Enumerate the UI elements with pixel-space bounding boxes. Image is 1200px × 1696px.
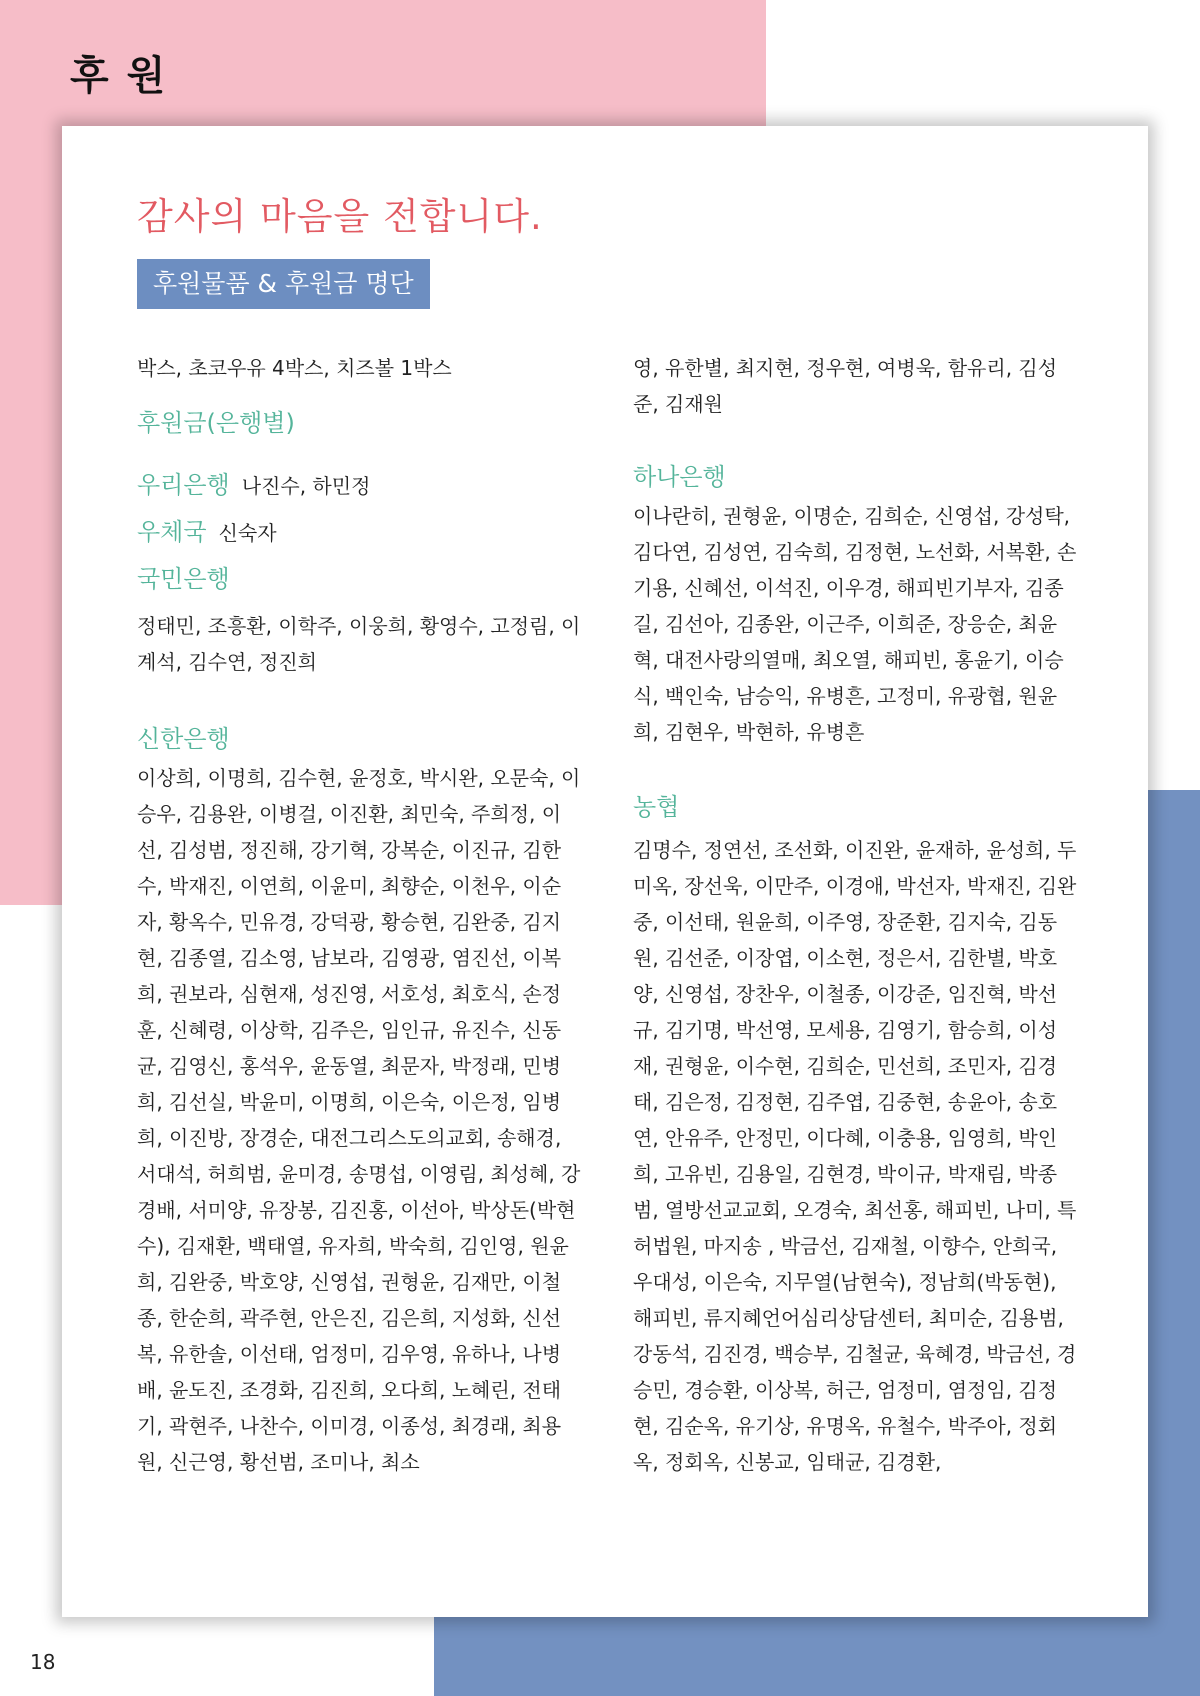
post-office-label: 우체국 [137, 518, 207, 546]
shinhan-bank-title: 신한은행 [137, 725, 230, 753]
intro-text: 박스, 초코우유 4박스, 치즈볼 1박스 [137, 356, 452, 380]
continued-names: 영, 유한별, 최지현, 정우현, 여병욱, 함유리, 김성준, 김재원 [633, 356, 1058, 416]
card-headline: 감사의 마음을 전합니다. [137, 195, 543, 238]
kookmin-bank-names: 정태민, 조흥환, 이학주, 이웅희, 황영수, 고정림, 이계석, 김수연, 정진희 [137, 614, 581, 674]
post-office-row [137, 515, 582, 550]
nh-bank-title: 농협 [633, 793, 680, 821]
hana-bank-title: 하나은행 [633, 463, 726, 491]
left-column [137, 350, 582, 1480]
page-number: 18 [30, 1650, 56, 1674]
donor-list-banner: 후원물품 & 후원금 명단 [137, 259, 430, 309]
woori-bank-label: 우리은행 [137, 471, 230, 499]
post-office-names: 신숙자 [218, 521, 277, 545]
kookmin-bank-title: 국민은행 [137, 565, 230, 593]
hana-bank-names: 이나란히, 권형윤, 이명순, 김희순, 신영섭, 강성탁, 김다연, 김성연, 김숙희, 김정현, 노선화, 서복환, 손기용, 신혜선, 이석진, 이우경, 해피빈기부자, 김종길, 김선아, 김종완, 이근주, 이희준, 장응순, 최윤혁, 대전사랑의열매, 최오열, 해피빈, 홍윤기, 이승식, 백인숙, 남승익, 유병흔, 고정미, 유광협, 원윤희, 김현우, 박현하, 유병흔 [633, 504, 1077, 744]
nh-bank-names: 김명수, 정연선, 조선화, 이진완, 윤재하, 윤성희, 두미옥, 장선욱, 이만주, 이경애, 박선자, 박재진, 김완중, 이선태, 원윤희, 이주영, 장준환, 김지숙, 김동원, 김선준, 이장엽, 이소현, 정은서, 김한별, 박호양, 신영섭, 장찬우, 이철종, 이강준, 임진혁, 박선규, 김기명, 박선영, 모세용, 김영기, 함승희, 이성재, 권형윤, 이수현, 김희순, 민선희, 조민자, 김경태, 김은정, 김정현, 김주엽, 김중현, 송윤아, 송호연, 안유주, 안정민, 이다혜, 이충용, 임영희, 박인희, 고유빈, 김용일, 김현경, 박이규, 박재림, 박종범, 열방선교교회, 오경숙, 최선홍, 해피빈, 나미, 특허법원, 마지송 , 박금선, 김재철, 이향수, 안희국, 우대성, 이은숙, 지무열(남현숙), 정남희(박동현), 해피빈, 류지혜언어심리상담센터, 최미순, 김용범, 강동석, 김진경, 백승부, 김철균, 육혜경, 박금선, 경승민, 경승환, 이상복, 허근, 엄정미, 염정임, 김정현, 김순옥, 유기상, 유명옥, 유철수, 박주아, 정회옥, 정회옥, 신봉교, 임태균, 김경환, [633, 838, 1077, 1474]
donations-by-bank-title: 후원금(은행별) [137, 409, 295, 437]
donor-list-card [62, 126, 1148, 1617]
woori-bank-row [137, 468, 582, 503]
page-heading: 후 원 [70, 53, 168, 99]
woori-bank-names: 나진수, 하민정 [241, 474, 371, 498]
shinhan-bank-names: 이상희, 이명희, 김수현, 윤정호, 박시완, 오문숙, 이승우, 김용완, 이병걸, 이진환, 최민숙, 주희정, 이선, 김성범, 정진해, 강기혁, 강복순, 이진규, 김한수, 박재진, 이연희, 이윤미, 최향순, 이천우, 이순자, 황옥수, 민유경, 강덕광, 황승현, 김완중, 김지현, 김종열, 김소영, 남보라, 김영광, 염진선, 이복희, 권보라, 심현재, 성진영, 서호성, 최호식, 손정훈, 신혜령, 이상학, 김주은, 임인규, 유진수, 신동균, 김영신, 홍석우, 윤동열, 최문자, 박정래, 민병희, 김선실, 박윤미, 이명희, 이은숙, 이은정, 임병희, 이진방, 장경순, 대전그리스도의교회, 송해경, 서대석, 허희범, 윤미경, 송명섭, 이영림, 최성혜, 강경배, 서미양, 유장봉, 김진홍, 이선아, 박상돈(박현수), 김재환, 백태열, 유자희, 박숙희, 김인영, 원윤희, 김완중, 박호양, 신영섭, 권형윤, 김재만, 이철종, 한순희, 곽주현, 안은진, 김은희, 지성화, 신선복, 유한솔, 이선태, 엄정미, 김우영, 유하나, 나병배, 윤도진, 조경화, 김진희, 오다희, 노혜린, 전태기, 곽현주, 나찬수, 이미경, 이종성, 최경래, 최용원, 신근영, 황선범, 조미나, 최소 [137, 766, 581, 1474]
right-column [633, 350, 1078, 1480]
